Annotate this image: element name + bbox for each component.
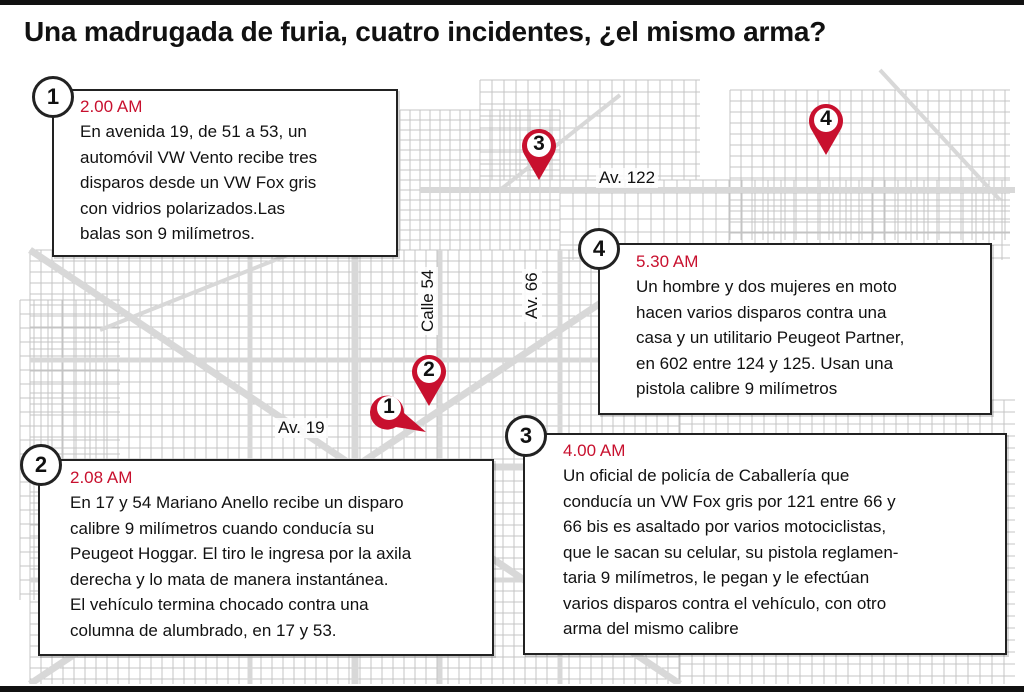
incident-number-badge-4: 4 (578, 228, 620, 270)
street-label-av-19: Av. 19 (275, 418, 328, 438)
description-line: Peugeot Hoggar. El tiro le ingresa por la axila (70, 544, 412, 563)
incident-time: 5.30 AM (636, 252, 699, 271)
incident-card-3 (523, 433, 1007, 655)
description-line: pistola calibre 9 milímetros (636, 379, 838, 398)
incident-number-badge-2: 2 (20, 444, 62, 486)
description-line: varios disparos contra el vehículo, con otro (563, 593, 887, 613)
description-line: El vehículo termina chocado contra una (70, 595, 369, 614)
description-line: balas son 9 milímetros. (80, 224, 255, 243)
incident-number-badge-3: 3 (505, 415, 547, 457)
map-pin-4[interactable] (807, 102, 845, 156)
description-line: hacen varios disparos contra una (636, 302, 887, 322)
map-pin-1[interactable] (370, 389, 428, 435)
description-line: conducía un VW Fox gris por 121 entre 66 y (563, 491, 896, 511)
infographic-title: Una madrugada de furia, cuatro incidentes, ¿el mismo arma? (24, 16, 827, 47)
incident-description (563, 463, 995, 642)
description-line: disparos desde un VW Fox gris (80, 173, 317, 192)
bottom-rule (0, 686, 1024, 692)
description-line: casa y un utilitario Peugeot Partner, (636, 328, 905, 347)
map-pin-number: 1 (383, 395, 395, 418)
description-line: arma del mismo calibre (563, 619, 739, 638)
incident-time: 2.08 AM (70, 468, 133, 487)
description-line: En 17 y 54 Mariano Anello recibe un disparo (70, 493, 404, 512)
map-pin-number: 2 (423, 358, 435, 381)
description-line: derecha y lo mata de manera instantánea. (70, 569, 389, 589)
incident-card-4 (598, 243, 992, 415)
street-label-av-122: Av. 122 (596, 168, 658, 188)
street-line (100, 250, 300, 330)
incident-number-badge-1: 1 (32, 76, 74, 118)
description-line: taria 9 milímetros, le pegan y le efectúan (563, 568, 870, 587)
incident-card-2 (38, 459, 494, 656)
incident-description (636, 274, 980, 402)
description-line: Un hombre y dos mujeres en moto (636, 277, 897, 296)
description-line: columna de alumbrado, en 17 y 53. (70, 620, 337, 640)
incident-description (70, 490, 482, 643)
map-pin-number: 3 (533, 132, 545, 155)
description-line: Un oficial de policía de Caballería que (563, 466, 850, 485)
description-line: En avenida 19, de 51 a 53, un (80, 122, 307, 141)
map-pin-3[interactable] (520, 127, 558, 181)
description-line: 66 bis es asaltado por varios motociclistas, (563, 517, 887, 536)
description-line: calibre 9 milímetros cuando conducía su (70, 518, 375, 538)
incident-description (80, 119, 386, 247)
description-line: en 602 entre 124 y 125. Usan una (636, 353, 894, 373)
street-label-calle-54: Calle 54 (418, 267, 438, 335)
incident-time: 4.00 AM (563, 441, 626, 460)
incident-card-1 (52, 89, 398, 257)
description-line: con vidrios polarizados.Las (80, 198, 286, 218)
description-line: automóvil VW Vento recibe tres (80, 147, 318, 167)
top-rule (0, 0, 1024, 5)
map-pin-number: 4 (820, 107, 832, 130)
description-line: que le sacan su celular, su pistola reglamen- (563, 542, 899, 562)
incident-time: 2.00 AM (80, 97, 143, 116)
street-label-av-66: Av. 66 (522, 269, 542, 322)
